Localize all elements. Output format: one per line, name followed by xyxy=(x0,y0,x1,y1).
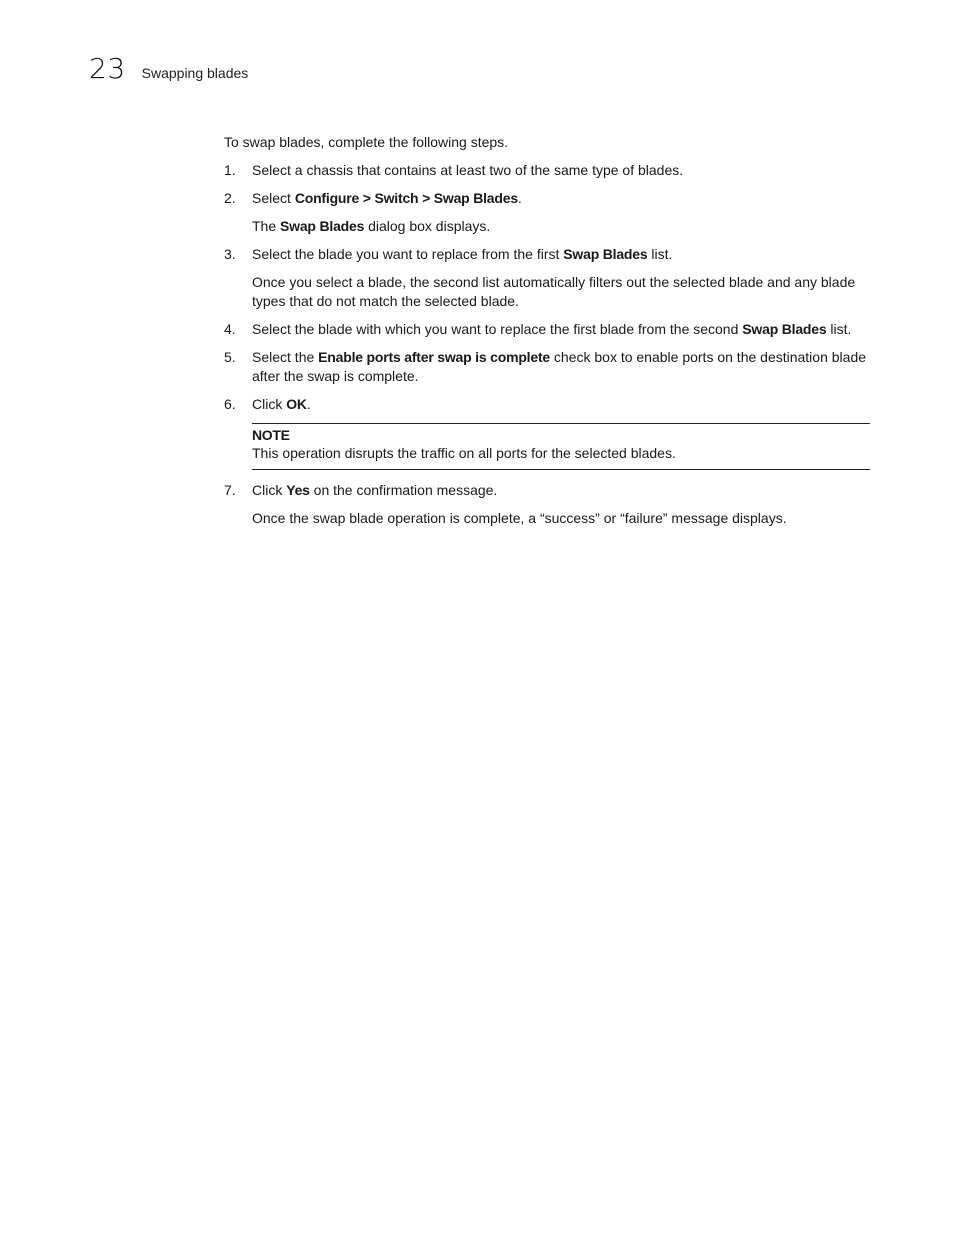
text-run: The xyxy=(252,218,281,234)
text-run: list. xyxy=(826,321,852,337)
step-2-result xyxy=(252,217,870,236)
step-text xyxy=(252,348,870,386)
note-label: NOTE xyxy=(252,427,290,443)
text-run: on the confirmation message. xyxy=(309,482,498,498)
text-run: dialog box displays. xyxy=(364,218,491,234)
text-run: list. xyxy=(647,246,673,262)
menu-path: Configure > Switch > Swap Blades xyxy=(294,190,518,206)
step-number: 7. xyxy=(224,482,236,498)
step-5 xyxy=(224,348,870,386)
step-text xyxy=(252,245,870,264)
text-run: . xyxy=(306,396,311,412)
text-run: Select xyxy=(252,190,295,206)
step-number: 3. xyxy=(224,246,236,262)
step-text: Select a chassis that contains at least two of the same type of blades. xyxy=(252,162,684,178)
checkbox-name: Enable ports after swap is complete xyxy=(318,349,551,365)
list-name: Swap Blades xyxy=(563,246,648,262)
step-1 xyxy=(224,161,870,180)
chapter-number: 23 xyxy=(89,52,126,85)
step-number: 6. xyxy=(224,396,236,412)
step-number: 4. xyxy=(224,321,236,337)
text-run: Click xyxy=(252,396,287,412)
note-box xyxy=(252,423,870,470)
procedure-body xyxy=(224,133,870,537)
page-header xyxy=(89,52,248,92)
dialog-name: Swap Blades xyxy=(280,218,365,234)
step-3 xyxy=(224,245,870,264)
step-number: 2. xyxy=(224,190,236,206)
button-name: OK xyxy=(286,396,307,412)
list-name: Swap Blades xyxy=(742,321,827,337)
step-3-detail: Once you select a blade, the second list automatically filters out the selected blade and any blade types that do not match the selected blade. xyxy=(252,274,856,309)
step-text xyxy=(252,481,870,500)
text-run: Select the xyxy=(252,349,319,365)
step-text xyxy=(252,395,870,414)
text-run: Select the blade with which you want to replace the first blade from the second xyxy=(252,321,743,337)
step-6 xyxy=(224,395,870,414)
chapter-title: Swapping blades xyxy=(141,65,249,81)
text-run: check box to enable ports on the destination blade after the swap is complete. xyxy=(252,349,867,384)
text-run: Select the blade you want to replace from the first xyxy=(252,246,564,262)
text-run: . xyxy=(517,190,522,206)
step-number: 1. xyxy=(224,162,236,178)
step-2 xyxy=(224,189,870,208)
step-text xyxy=(252,189,870,208)
step-7-result: Once the swap blade operation is complete, a “success” or “failure” message displays. xyxy=(252,510,787,526)
step-7 xyxy=(224,481,870,500)
step-number: 5. xyxy=(224,349,236,365)
step-text xyxy=(252,320,870,339)
button-name: Yes xyxy=(286,482,310,498)
step-4 xyxy=(224,320,870,339)
note-text: This operation disrupts the traffic on all ports for the selected blades. xyxy=(252,445,676,461)
text-run: Click xyxy=(252,482,287,498)
intro-text: To swap blades, complete the following steps. xyxy=(224,134,509,150)
